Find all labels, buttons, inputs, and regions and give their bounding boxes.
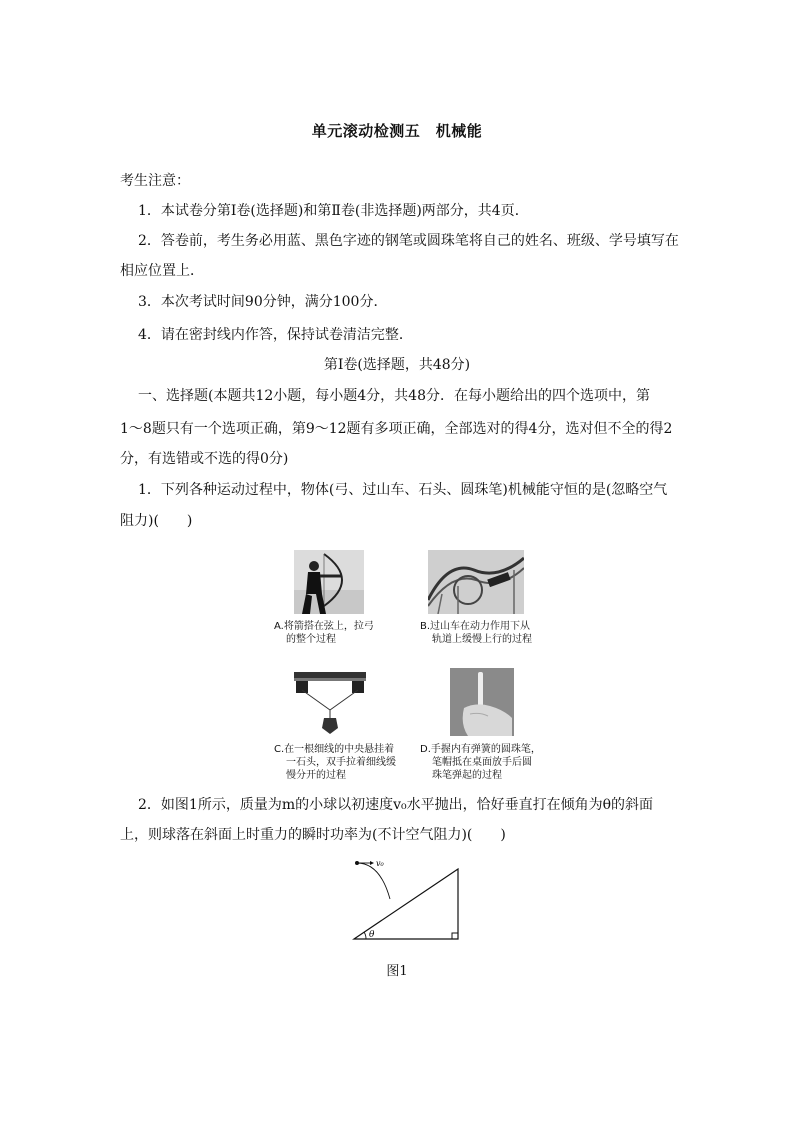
question-1-line2: 阻力)( ) bbox=[120, 513, 193, 529]
roller-coaster-image bbox=[428, 550, 524, 614]
section-instruction-line2: 1～8题只有一个选项正确，第9～12题有多项正确，全部选对的得4分，选对但不全的得2 bbox=[120, 421, 673, 437]
section-heading: 第Ⅰ卷(选择题，共48分) bbox=[323, 357, 471, 373]
option-c-caption-line3: 慢分开的过程 bbox=[286, 770, 346, 781]
velocity-arrowhead bbox=[370, 861, 374, 865]
archer-photo bbox=[294, 550, 364, 614]
v0-label: v₀ bbox=[376, 859, 384, 868]
section-instruction-line1: 一、选择题(本题共12小题，每小题4分，共48分．在每小题给出的四个选项中，第 bbox=[138, 388, 650, 404]
pen-image bbox=[450, 668, 514, 736]
right-angle-mark bbox=[452, 933, 458, 939]
notice-item-3: 3．本次考试时间90分钟，满分100分． bbox=[138, 294, 388, 310]
page-title: 单元滚动检测五 机械能 bbox=[311, 122, 483, 140]
option-b-caption-line2: 轨道上缓慢上行的过程 bbox=[432, 634, 532, 645]
question-1-line1: 1．下列各种运动过程中，物体(弓、过山车、石头、圆珠笔)机械能守恒的是(忽略空气 bbox=[138, 482, 668, 498]
option-d-caption-line3: 珠笔弹起的过程 bbox=[432, 770, 502, 781]
section-instruction-line3: 分，有选错或不选的得0分) bbox=[120, 451, 289, 467]
option-c-caption-line2: 一石头，双手拉着细线缓 bbox=[286, 757, 396, 768]
option-a-caption-line1: A.将箭搭在弦上，拉弓 bbox=[274, 621, 374, 632]
option-a-caption-line2: 的整个过程 bbox=[286, 634, 336, 645]
option-b-caption-line1: B.过山车在动力作用下从 bbox=[420, 621, 531, 632]
option-d-caption-line1: D.手握内有弹簧的圆珠笔， bbox=[420, 744, 541, 755]
incline-triangle bbox=[354, 869, 458, 939]
question-2-line1: 2．如图1所示，质量为m的小球以初速度v₀水平抛出，恰好垂直打在倾角为θ的斜面 bbox=[138, 797, 654, 813]
angle-arc bbox=[364, 932, 366, 939]
trajectory-curve bbox=[357, 863, 390, 899]
hanging-stone-photo bbox=[292, 670, 368, 738]
notice-heading: 考生注意： bbox=[120, 173, 190, 189]
question-2-line2: 上，则球落在斜面上时重力的瞬时功率为(不计空气阻力)( ) bbox=[120, 827, 506, 843]
notice-item-4: 4．请在密封线内作答，保持试卷清洁完整． bbox=[138, 327, 413, 343]
hanging-stone-image bbox=[292, 670, 368, 738]
theta-label: θ bbox=[369, 930, 375, 940]
option-c-caption-line1: C.在一根细线的中央悬挂着 bbox=[274, 744, 395, 755]
notice-item-1: 1．本试卷分第Ⅰ卷(选择题)和第Ⅱ卷(非选择题)两部分，共4页． bbox=[138, 203, 529, 219]
option-d-caption-line2: 笔帽抵在桌面放手后圆 bbox=[432, 757, 532, 768]
figure-1-diagram bbox=[340, 855, 470, 945]
pen-photo bbox=[450, 668, 514, 736]
figure-1-caption: 图1 bbox=[386, 964, 408, 979]
archer-image bbox=[294, 550, 364, 614]
roller-coaster-photo bbox=[428, 550, 524, 614]
notice-item-2-line2: 相应位置上． bbox=[120, 263, 204, 279]
notice-item-2-line1: 2．答卷前，考生务必用蓝、黑色字迹的钢笔或圆珠笔将自己的姓名、班级、学号填写在 bbox=[138, 233, 679, 249]
